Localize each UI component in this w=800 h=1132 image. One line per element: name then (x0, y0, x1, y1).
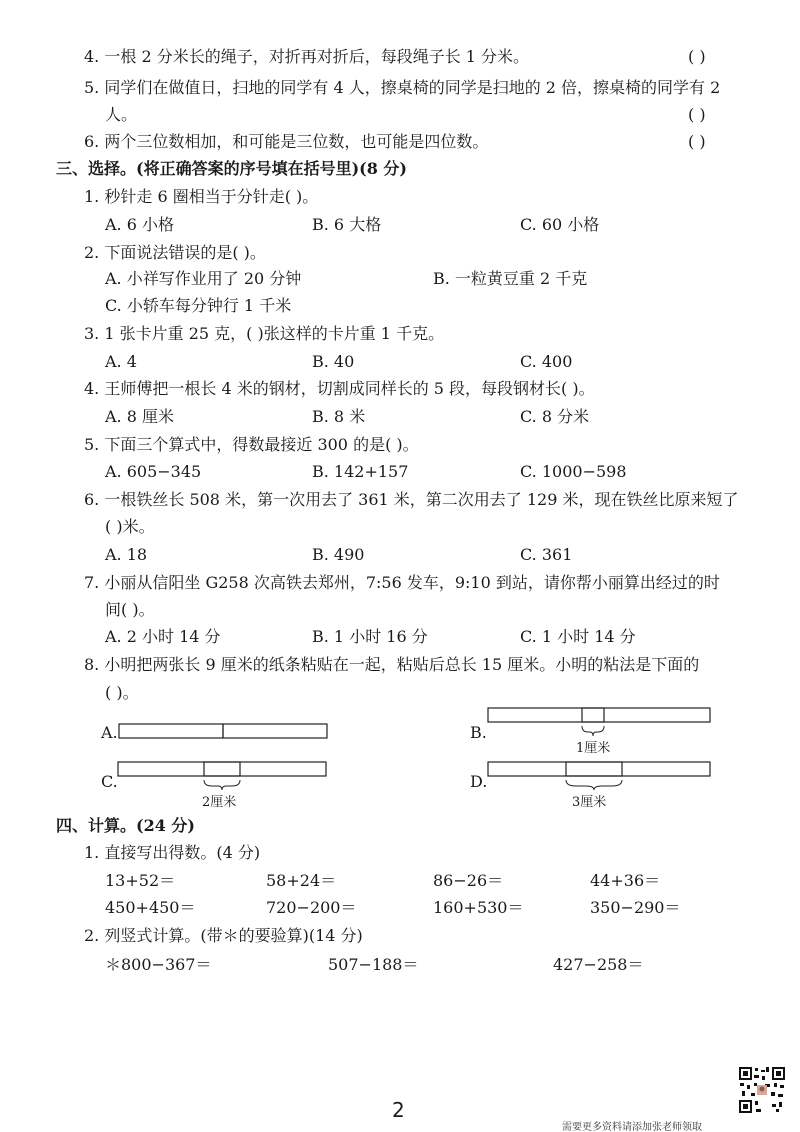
choice-q6: 6. 一根铁丝长 508 米，第一次用去了 361 米，第二次用去了 129 米，现在铁丝比原来短了 (84, 490, 739, 509)
choice-q6-a[interactable]: A. 18 (105, 545, 148, 564)
section-heading-choice: 三、选择。(将正确答案的序号填在括号里)(8 分) (56, 159, 407, 178)
option-b-label[interactable]: B. (470, 723, 487, 742)
overlap-label-b: 1厘米 (576, 741, 611, 756)
overlap-label-c: 2厘米 (202, 795, 237, 810)
mental-calc-item[interactable]: 160+530＝ (433, 898, 524, 917)
vertical-calc-item[interactable]: 507−188＝ (328, 955, 419, 974)
choice-q1-a[interactable]: A. 6 小格 (105, 215, 174, 234)
choice-q4-a[interactable]: A. 8 厘米 (105, 407, 174, 426)
choice-q7-a[interactable]: A. 2 小时 14 分 (105, 627, 221, 646)
option-c-label[interactable]: C. (101, 772, 118, 791)
choice-q2-b[interactable]: B. 一粒黄豆重 2 千克 (433, 269, 588, 288)
choice-q2-a[interactable]: A. 小祥写作业用了 20 分钟 (105, 269, 302, 288)
footer-note: 需要更多资料请添加张老师领取 (562, 1122, 702, 1132)
choice-q6-cont: ( )米。 (105, 517, 155, 536)
mental-calc-item[interactable]: 720−200＝ (266, 898, 357, 917)
vertical-calc-item[interactable]: ＊800−367＝ (105, 955, 212, 974)
judge-q6-answer[interactable]: ( ) (688, 132, 706, 151)
choice-q8: 8. 小明把两张长 9 厘米的纸条粘贴在一起，粘贴后总长 15 厘米。小明的粘法是下面的 (84, 655, 700, 674)
choice-q6-b[interactable]: B. 490 (312, 545, 365, 564)
option-d-label[interactable]: D. (470, 772, 488, 791)
choice-q3-c[interactable]: C. 400 (520, 352, 573, 371)
mental-calc-item[interactable]: 450+450＝ (105, 898, 196, 917)
qr-code-icon (738, 1066, 786, 1114)
choice-q4-c[interactable]: C. 8 分米 (520, 407, 590, 426)
choice-q8-cont: ( )。 (105, 683, 139, 702)
choice-q3-b[interactable]: B. 40 (312, 352, 355, 371)
judge-q6: 6. 两个三位数相加，和可能是三位数，也可能是四位数。 (84, 132, 489, 151)
choice-q3-a[interactable]: A. 4 (105, 352, 137, 371)
choice-q2: 2. 下面说法错误的是( )。 (84, 243, 266, 262)
choice-q5-c[interactable]: C. 1000−598 (520, 462, 627, 481)
choice-q2-c[interactable]: C. 小轿车每分钟行 1 千米 (105, 296, 292, 315)
choice-q5-a[interactable]: A. 605−345 (105, 462, 202, 481)
mental-calc-item[interactable]: 86−26＝ (433, 871, 504, 890)
choice-q5-b[interactable]: B. 142+157 (312, 462, 409, 481)
choice-q5: 5. 下面三个算式中，得数最接近 300 的是( )。 (84, 435, 419, 454)
judge-q4-answer[interactable]: ( ) (688, 47, 706, 66)
calc-part2-title: 2. 列竖式计算。(带＊的要验算)(14 分) (84, 926, 363, 945)
strip-diagram-d (486, 756, 716, 812)
choice-q6-c[interactable]: C. 361 (520, 545, 573, 564)
calc-part1-title: 1. 直接写出得数。(4 分) (84, 843, 261, 862)
choice-q4: 4. 王师傅把一根长 4 米的钢材，切割成同样长的 5 段，每段钢材长( )。 (84, 379, 595, 398)
page-number: 2 (392, 1098, 405, 1122)
overlap-label-d: 3厘米 (572, 795, 607, 810)
choice-q1: 1. 秒针走 6 圈相当于分针走( )。 (84, 187, 319, 206)
mental-calc-item[interactable]: 13+52＝ (105, 871, 176, 890)
judge-q5-cont: 人。 (105, 105, 138, 124)
mental-calc-item[interactable]: 44+36＝ (590, 871, 661, 890)
strip-diagram-a (118, 722, 330, 742)
strip-diagram-c (116, 756, 332, 812)
section-heading-calc: 四、计算。(24 分) (56, 816, 195, 835)
choice-q7: 7. 小丽从信阳坐 G258 次高铁去郑州，7:56 发车，9:10 到站，请你帮小丽算出经过的时 (84, 573, 720, 592)
choice-q7-cont: 间( )。 (105, 600, 155, 619)
vertical-calc-item[interactable]: 427−258＝ (553, 955, 644, 974)
choice-q3: 3. 1 张卡片重 25 克，( )张这样的卡片重 1 千克。 (84, 324, 445, 343)
judge-q5-answer[interactable]: ( ) (688, 105, 706, 124)
mental-calc-item[interactable]: 350−290＝ (590, 898, 681, 917)
choice-q4-b[interactable]: B. 8 米 (312, 407, 366, 426)
choice-q1-b[interactable]: B. 6 大格 (312, 215, 382, 234)
choice-q7-c[interactable]: C. 1 小时 14 分 (520, 627, 636, 646)
judge-q5: 5. 同学们在做值日，扫地的同学有 4 人，擦桌椅的同学是扫地的 2 倍，擦桌椅的同学有 2 (84, 78, 721, 97)
choice-q1-c[interactable]: C. 60 小格 (520, 215, 600, 234)
strip-diagram-b (486, 704, 716, 760)
mental-calc-item[interactable]: 58+24＝ (266, 871, 337, 890)
judge-q4: 4. 一根 2 分米长的绳子，对折再对折后，每段绳子长 1 分米。 (84, 47, 530, 66)
option-a-label[interactable]: A. (101, 723, 118, 742)
choice-q7-b[interactable]: B. 1 小时 16 分 (312, 627, 428, 646)
